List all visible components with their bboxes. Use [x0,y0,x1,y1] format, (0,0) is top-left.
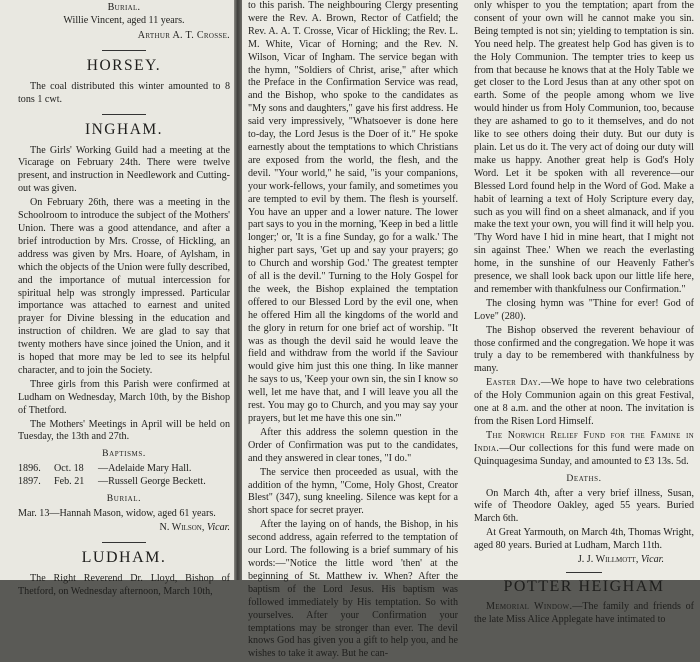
signature: Arthur A. T. Crosse. [137,29,230,41]
ludham-paragraph: The Right Reverend Dr. Lloyd, Bishop of Thetford, on Wednesday afternoon, March 10th, [18,572,230,597]
divider [102,50,146,51]
right-page [242,0,700,660]
easter-paragraph: Easter Day.—We hope to have two celebrations of the Holy Communion again on this great Festival, one at 8 a.m. and the other at noon. The invitation is from the Risen Lord Himself. [474,377,694,427]
baptism-entry: 1896. Oct. 18 —Adelaide Mary Hall. [18,463,192,475]
death-entry: At Great Yarmouth, on March 4th, Thomas Wright, aged 80 years. Buried at Ludham, March 11th. [474,527,694,552]
famine-fund-paragraph: The Norwich Relief Fund for the Famine in India.—Our collections for this fund were made on Quinquagesima Sunday, and amounted to £3 13s. 5d. [474,429,694,467]
confirmation-paragraph: to this parish. The neighbouring Clergy presenting were the Rev. A. Brown, Rector of Catfield; the Rev. A. A. T. Crosse, Vicar of Hickling; the Rev. L. M. White, Vicar of Horning; and the Rev. N. Wilson, Vicar of Ingham. The service began with the hymn, "Soldiers of Christ, arise," after which the Preface in the Confirmation Service was read, and the Bishop, who spoke to the candidates as "My sons and daughters," gave his first address. He said very impressively, "Whatsoever is done here to-day, the Lord Jesus is the Doer of it." He spoke earnestly about the temptations to which Christians are exposed from the world, the flesh, and the devil. "Your world," he said, "is your companions, your work-fellows, your family, and sometimes you are tempted to evil by them. The flesh is yourself. You have an upper and a lower nature. The lower part says to you in the morning, 'Keep in bed a little longer;' or, 'It is a fine Sunday, go for a walk.' The higher part says, 'Get up and say your prayers; go to Church and worship God.' The greatest tempter of all is the devil." Turning to the Holy Gospel for the week, the Bishop explained the temptation offered to our Blessed Lord by the evil one, when he offered Him all the kingdoms of the world and the glory in return for one brief act of worship. "It was as though the devil said he would leave the field and withdraw from the world if the Saviour would give him just this one thing. In like manner he says to us, 'Keep your own sin, the sin I know so well, let me have that, and I will leave you all the rest. You may go to Church, and you may say your prayers, but let me have this one sin.'" [248,0,458,424]
baptisms-heading: Baptisms. [102,448,146,460]
section-title-ludham: LUDHAM. [81,548,167,566]
text-column-right [470,0,698,628]
burial-heading: Burial. [106,493,142,505]
closing-hymn-paragraph: The closing hymn was "Thine for ever! God of Love" (280). [474,297,694,322]
burial-entry: Mar. 13—Hannah Mason, widow, aged 61 years. [18,508,216,519]
text-column-left [242,0,460,662]
ingham-paragraph: The Girls' Working Guild had a meeting at the Vicarage on February 24th. There were twelve present, and instruction in Needlework and Cutting-out was given. [18,144,230,195]
deaths-heading: Deaths. [566,472,602,484]
confirmation-paragraph: only whisper to you the temptation; apart from the consent of your own will he cannot make you sin. Being tempted is not sin; yielding to temptation is sin. You need help. The greatest help God has given is to the Holy Communion. The tempter tries to keep us from that because he knows that at the Holy Table we get closer to the Lord Jesus than at any other spot on earth. Some of the people among whom we live would hinder us from Holy Communion, too, because they are ashamed to go to it themselves, and do not like to see others doing their duty. But our duty is plain. Let us do it. The very act of doing our duty will make us happy. Another great help is God's Holy Word. Let it be spoken with all reverence—our Blessed Lord found help in the Word of God. Make a habit of learning a text of Holy Scripture every day, such as you will find on a sheet almanack, and if you make the text your own, you will find it will help you. 'Thy Word have I hid in mine heart, that I might not sin against Thee.' When we reach the everlasting home, in the sunshine of our Heavenly Father's presence, we shall look back upon our little life here, and remember with thankfulness our Confirmation." [474,0,694,295]
divider [566,572,602,573]
burial-entry: Willie Vincent, aged 11 years. [63,14,185,26]
ingham-paragraph: Three girls from this Parish were confirmed at Ludham on Wednesday, March 10th, by the Bishop of Thetford. [18,378,230,416]
section-title-ingham: INGHAM. [84,120,164,138]
horsey-paragraph: The coal distributed this winter amounted to 8 tons 1 cwt. [18,80,230,105]
signature: N. Wilson, Vicar. [159,521,230,533]
signature: J. J. Willmott, Vicar. [577,554,664,566]
section-title-horsey: HORSEY. [86,56,162,74]
book-gutter [234,0,242,580]
confirmation-paragraph: The service then proceeded as usual, with the addition of the hymn, "Come, Holy Ghost, Creator Blest" (347), sung kneeling. Silence was kept for a short space for secret prayer. [248,466,458,517]
burial-heading: Burial. [107,2,141,13]
confirmation-paragraph: After this address the solemn question in the Order of Confirmation was put to the candidates, and they answered in clear tones, "I do." [248,426,458,464]
baptism-entry: 1897. Feb. 21 —Russell George Beckett. [18,476,206,488]
section-title-potter-heigham: POTTER HEIGHAM [503,577,665,595]
potter-paragraph: Memorial Window.—The family and friends of the late Miss Alice Applegate have intimated to [474,600,694,625]
divider [102,114,146,115]
confirmation-paragraph: After the laying on of hands, the Bishop, in his second address, again referred to the temptation of our Lord. The following is a brief summary of his words:—"Notice the little word 'then' at the beginning of St. Matthew iv. When? After the baptism of the Lord Jesus. His baptism was followed immediately by His temptation. So with yourselves. After your Confirmation your temptations may be stronger than ever. The devil knows God has given you a gift to help you, and he wishes to take it away. But he can- [248,519,458,660]
divider [102,542,146,543]
ingham-paragraph: The Mothers' Meetings in April will be held on Tuesday, the 13th and 27th. [18,418,230,443]
ingham-paragraph: On February 26th, there was a meeting in the Schoolroom to introduce the subject of the Mothers' Union. There was a good attendance, and after a brief introduction by Mrs. Crosse, of Hickling, an address was given by Mrs. Hoare, of Aylsham, in which the objects of the Union were fully described, and the importance of mutual intercession for spiritual help was strongly impressed. Particular importance was attached to earnest and united prayer for Divine blessing in the education and instruction of children. We are glad to say that twenty mothers have since joined the Union, and it is hoped that more may be led to see its helpful character, and to join the Society. [18,197,230,376]
death-entry: On March 4th, after a very brief illness, Susan, wife of Theodore Oakley, aged 55 years. Buried March 6th. [474,487,694,525]
left-page [0,0,234,597]
bishop-paragraph: The Bishop observed the reverent behaviour of those confirmed and the congregation. We hope it was truly a day to be remembered with thankfulness by many. [474,324,694,375]
